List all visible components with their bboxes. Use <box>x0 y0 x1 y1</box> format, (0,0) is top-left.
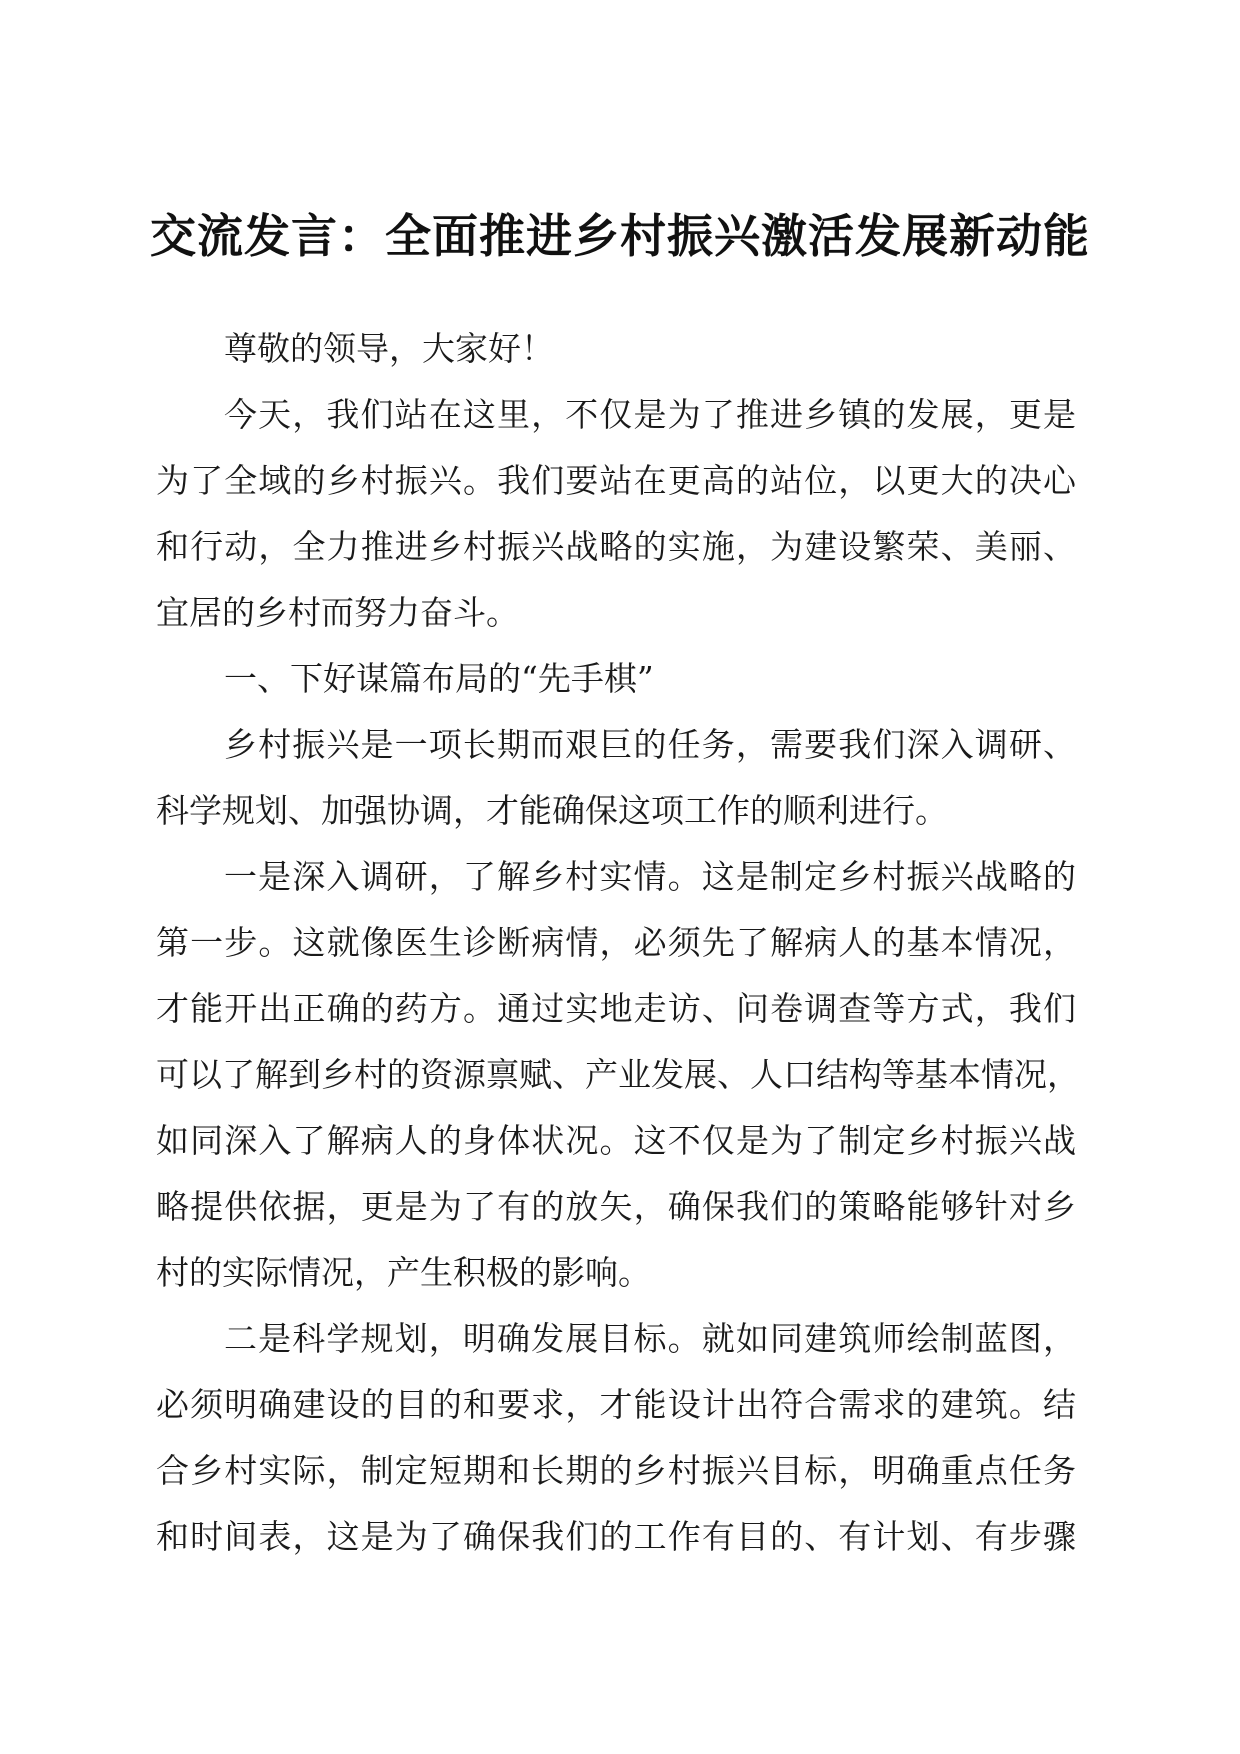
text-line: 尊敬的领导，大家好！ <box>224 329 554 368</box>
text-line: 合乡村实际，制定短期和长期的乡村振兴目标，明确重点任务 <box>156 1451 1076 1490</box>
text-line: 为了全域的乡村振兴。我们要站在更高的站位，以更大的决心 <box>156 461 1076 500</box>
paragraph-point-1 <box>156 844 1080 1306</box>
text-line: 宜居的乡村而努力奋斗。 <box>156 593 519 632</box>
text-line: 如同深入了解病人的身体状况。这不仅是为了制定乡村振兴战 <box>156 1121 1076 1160</box>
text-line: 今天，我们站在这里，不仅是为了推进乡镇的发展，更是 <box>224 395 1076 434</box>
section-heading-1 <box>156 646 1076 712</box>
paragraph-greeting <box>156 316 1076 382</box>
paragraph-intro <box>156 382 1076 646</box>
text-line: 可以了解到乡村的资源禀赋、产业发展、人口结构等基本情况， <box>156 1055 1080 1094</box>
text-line: 乡村振兴是一项长期而艰巨的任务，需要我们深入调研、 <box>224 725 1076 764</box>
text-line: 和行动，全力推进乡村振兴战略的实施，为建设繁荣、美丽、 <box>156 527 1076 566</box>
text-line: 第一步。这就像医生诊断病情，必须先了解病人的基本情况， <box>156 923 1076 962</box>
text-line: 才能开出正确的药方。通过实地走访、问卷调查等方式，我们 <box>156 989 1076 1028</box>
paragraph-point-2 <box>156 1306 1076 1570</box>
paragraph-section-1-intro <box>156 712 1076 844</box>
text-line: 二是科学规划，明确发展目标。就如同建筑师绘制蓝图， <box>224 1319 1076 1358</box>
text-line: 村的实际情况，产生积极的影响。 <box>156 1253 651 1292</box>
text-line: 科学规划、加强协调，才能确保这项工作的顺利进行。 <box>156 791 948 830</box>
document-title: 交流发言：全面推进乡村振兴激活发展新动能 <box>150 209 1090 263</box>
text-line: 一、下好谋篇布局的“先手棋” <box>224 659 654 698</box>
text-line: 一是深入调研，了解乡村实情。这是制定乡村振兴战略的 <box>224 857 1076 896</box>
document-body <box>156 316 1080 1570</box>
text-line: 略提供依据，更是为了有的放矢，确保我们的策略能够针对乡 <box>156 1187 1076 1226</box>
text-line: 和时间表，这是为了确保我们的工作有目的、有计划、有步骤 <box>156 1517 1076 1556</box>
text-line: 必须明确建设的目的和要求，才能设计出符合需求的建筑。结 <box>156 1385 1076 1424</box>
